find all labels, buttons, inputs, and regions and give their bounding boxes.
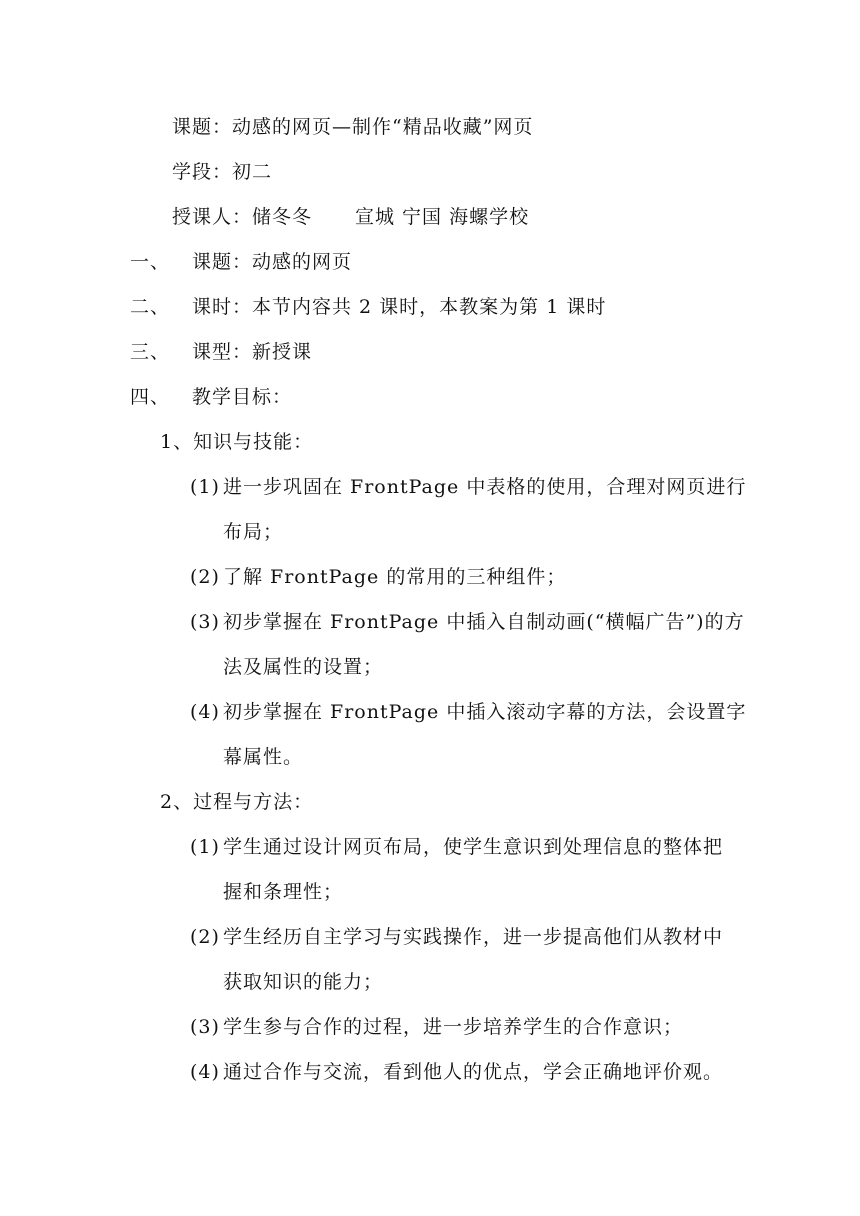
- section-text: 课题：动感的网页: [192, 251, 353, 273]
- topic-line: 课题：动感的网页—制作“精品收藏”网页: [172, 116, 534, 138]
- section-text: 课时：本节内容共 2 课时，本教案为第 1 课时: [192, 296, 607, 318]
- section-number: 四、: [130, 386, 171, 408]
- section-number: 二、: [130, 296, 171, 318]
- teacher-line: 授课人：储冬冬: [172, 206, 313, 228]
- item-number: (2): [190, 566, 220, 588]
- item-text-continued: 握和条理性；: [223, 881, 344, 903]
- item-text: 初步掌握在 FrontPage 中插入滚动字幕的方法，会设置字: [223, 701, 747, 723]
- item-text: 学生通过设计网页布局，使学生意识到处理信息的整体把: [223, 836, 724, 858]
- item-number: (1): [190, 836, 220, 858]
- section-text: 教学目标：: [192, 386, 293, 408]
- school-location: 宣城 宁国 海螺学校: [355, 206, 530, 228]
- objective-heading: 1、知识与技能：: [160, 431, 314, 453]
- item-text: 通过合作与交流，看到他人的优点，学会正确地评价观。: [223, 1061, 724, 1083]
- item-text-continued: 布局；: [223, 521, 284, 543]
- objective-heading: 2、过程与方法：: [160, 791, 314, 813]
- item-text: 进一步巩固在 FrontPage 中表格的使用，合理对网页进行: [223, 476, 747, 498]
- item-text-continued: 幕属性。: [223, 746, 304, 768]
- item-text: 初步掌握在 FrontPage 中插入自制动画(“横幅广告”)的方: [223, 611, 745, 633]
- section-number: 三、: [130, 341, 171, 363]
- grade-line: 学段：初二: [172, 161, 273, 183]
- item-number: (4): [190, 1061, 220, 1083]
- item-number: (2): [190, 926, 220, 948]
- item-text: 学生经历自主学习与实践操作，进一步提高他们从教材中: [223, 926, 724, 948]
- item-text: 了解 FrontPage 的常用的三种组件；: [223, 566, 567, 588]
- section-text: 课型：新授课: [192, 341, 313, 363]
- item-number: (1): [190, 476, 220, 498]
- item-number: (4): [190, 701, 220, 723]
- section-number: 一、: [130, 251, 171, 273]
- item-text: 学生参与合作的过程，进一步培养学生的合作意识；: [223, 1016, 684, 1038]
- item-text-continued: 法及属性的设置；: [223, 656, 384, 678]
- item-text-continued: 获取知识的能力；: [223, 971, 384, 993]
- item-number: (3): [190, 611, 220, 633]
- item-number: (3): [190, 1016, 220, 1038]
